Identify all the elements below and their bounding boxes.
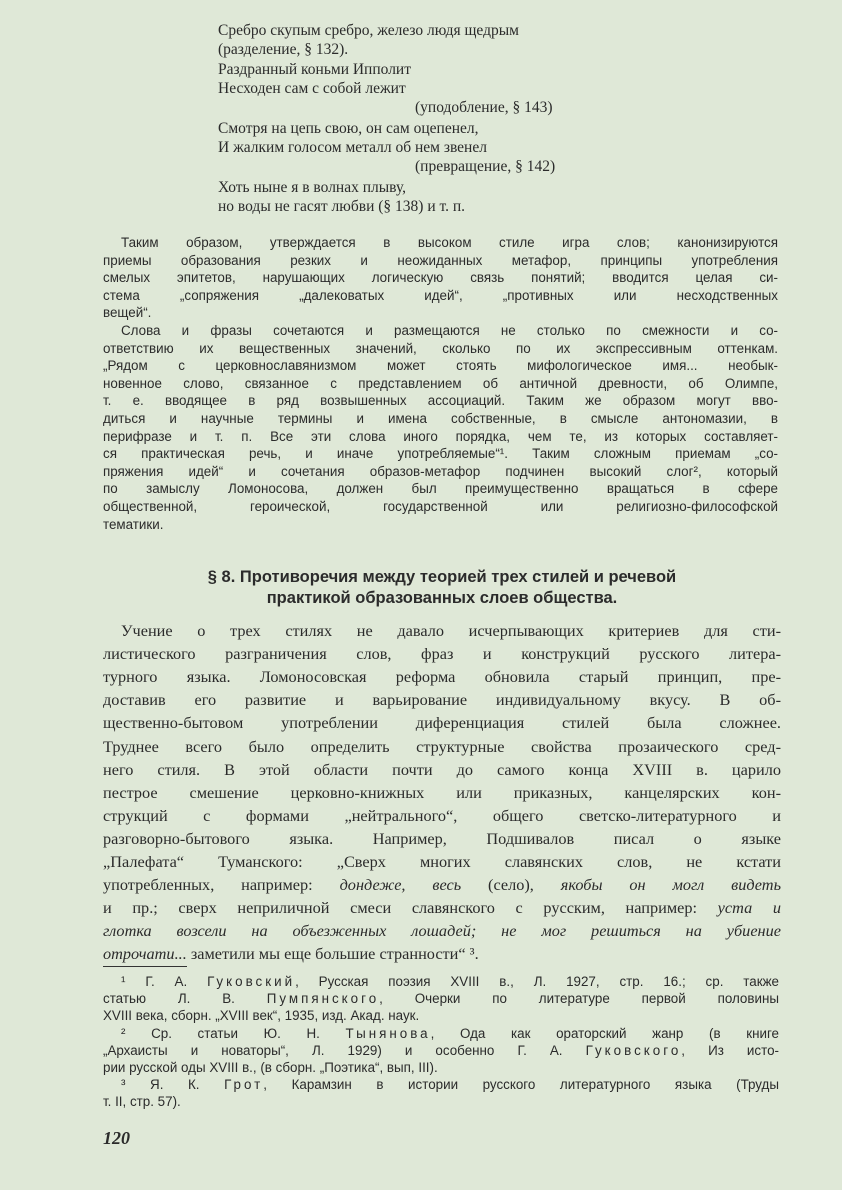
- poem-line: (уподобление, § 143): [415, 99, 553, 116]
- poem-line: (превращение, § 142): [415, 158, 556, 175]
- text-segment: общественной, героической, государственной или религиозно-философской: [103, 499, 778, 514]
- text-segment: диться и научные термины и имена собственные, в смысле антономазии, в: [103, 411, 778, 426]
- paragraph-line: [103, 323, 778, 338]
- text-segment: турного языка. Ломоносовская реформа обновила старый принцип, пре-: [103, 667, 781, 687]
- text-segment: , Очерки по литературе первой половины: [379, 991, 779, 1007]
- text-segment: ² Ср. статьи Ю. Н.: [121, 1025, 346, 1041]
- body-line: [103, 783, 781, 803]
- text-segment: , Карамзин в истории русского литературного языка (Труды: [263, 1077, 779, 1093]
- italic-text: глотка возсели на объезженных лошадей; не мог решиться на убиение: [103, 921, 781, 941]
- body-line: [103, 621, 781, 641]
- text-segment: тематики.: [103, 516, 164, 532]
- italic-text: дондеже, весь: [339, 875, 462, 895]
- page-number: 120: [103, 1128, 130, 1148]
- author-name: Пумпянского: [266, 991, 380, 1007]
- paragraph-line: [103, 446, 778, 461]
- poem-line: Хоть ныне я в волнах плыву,: [218, 179, 407, 196]
- text-segment: (село),: [461, 875, 561, 895]
- body-line: [103, 921, 781, 941]
- paragraph-line: [103, 499, 778, 514]
- paragraph-line: [103, 517, 778, 532]
- poem-line: Смотря на цепь свою, он сам оцепенел,: [218, 120, 479, 137]
- footnote-line: [103, 1060, 779, 1075]
- text-segment: , Русская поэзия XVIII в., Л. 1927, стр. 16.; ср. также: [295, 974, 779, 989]
- text-segment: новенное слово, связанное с представлением об античной древности, об Олимпе,: [103, 375, 778, 391]
- text-segment: щественно-бытовом употреблении диференциация стилей была сложнее.: [103, 713, 781, 733]
- text-segment: смелых эпитетов, нарушающих логическую связь понятий; вводится целая си-: [103, 270, 778, 286]
- paragraph-line: [103, 481, 778, 496]
- text-segment: перифразе и т. п. Все эти слова иного порядка, чем те, из которых составляет-: [103, 428, 778, 444]
- text-segment: струкций с формами „нейтрального“, общего светско-литературного и: [103, 805, 781, 825]
- body-line: [103, 806, 781, 826]
- footnote-line: [103, 1094, 779, 1109]
- text-segment: приемы образования резких и неожиданных метафор, принципы употребления: [103, 252, 778, 268]
- text-segment: него стиля. В этой области почти до самого конца XVIII в. царило: [103, 759, 781, 779]
- body-line: [103, 690, 781, 710]
- text-segment: Таким образом, утверждается в высоком стиле игра слов; канонизируются: [121, 235, 778, 250]
- body-line: [103, 829, 781, 849]
- paragraph-line: [103, 288, 778, 303]
- body-line: [103, 852, 781, 872]
- text-segment: ¹ Г. А.: [121, 974, 208, 989]
- text-segment: заметили мы еще большие странности“ ³.: [186, 944, 479, 964]
- body-line: [103, 713, 781, 733]
- text-segment: Учение о трех стилях не давало исчерпывающих критериев для сти-: [121, 621, 781, 640]
- body-line: [103, 667, 781, 687]
- poem-line: но воды не гасят любви (§ 138) и т. п.: [218, 198, 466, 215]
- paragraph-line: [103, 270, 778, 285]
- text-segment: пряжения идей“ и сочетания образов-метафор подчинен высокий слог², который: [103, 463, 778, 479]
- footnote-line: [103, 1043, 779, 1058]
- paragraph-line: [103, 393, 778, 408]
- text-segment: т. II, стр. 57).: [103, 1094, 181, 1110]
- text-segment: по замыслу Ломоносова, должен был преимущественно вращаться в сфере: [103, 481, 778, 497]
- text-segment: и пр.; сверх неприличной смеси славянского с русским, например:: [103, 898, 718, 918]
- text-segment: статью Л. В.: [103, 991, 267, 1007]
- footnote-line: [103, 974, 779, 989]
- body-line: [103, 737, 781, 757]
- text-segment: стема „сопряжения „далековатых идей“, „противных или несходственных: [103, 287, 778, 303]
- text-segment: разговорно-бытового языка. Например, Подшивалов писал о языке: [103, 828, 781, 848]
- paragraph-line: [103, 411, 778, 426]
- italic-text: отрочати...: [103, 944, 187, 964]
- text-segment: XVIII века, сборн. „XVIII век“, 1935, изд. Акад. наук.: [103, 1008, 420, 1024]
- text-segment: Труднее всего было определить структурные свойства прозаического сред-: [103, 736, 781, 756]
- paragraph-line: [103, 253, 778, 268]
- poem-line: Раздранный коньми Ипполит: [218, 61, 412, 78]
- poem-line: Сребро скупым сребро, железо людя щедрым: [218, 22, 519, 39]
- body-line: [103, 944, 781, 964]
- footnote-divider: [103, 966, 187, 967]
- text-segment: Слова и фразы сочетаются и размещаются не столько по смежности и со-: [121, 323, 778, 338]
- text-segment: пестрое смешение церковно-книжных или приказных, канцелярских кон-: [103, 782, 781, 802]
- text-segment: вещей“.: [103, 305, 152, 321]
- text-segment: ответствию их вещественных значений, сколько по их экспрессивным оттенкам.: [103, 340, 778, 356]
- paragraph-line: [103, 305, 778, 320]
- text-segment: , Из исто-: [681, 1042, 779, 1058]
- text-segment: „Палефата“ Туманского: „Сверх многих славянских слов, не кстати: [103, 852, 781, 871]
- author-name: Гуковский: [207, 974, 296, 989]
- poem-line: Несходен сам с собой лежит: [218, 80, 406, 97]
- author-name: Тынянова: [345, 1025, 431, 1041]
- text-segment: доставив его развитие и варьирование индивидуальному вкусу. В об-: [103, 690, 781, 710]
- poem-line: И жалким голосом металл об нем звенел: [218, 139, 487, 156]
- paragraph-line: [103, 429, 778, 444]
- text-segment: листического разграничения слов, фраз и конструкций русского литера-: [103, 644, 781, 664]
- footnote-line: [103, 1077, 779, 1092]
- author-name: Грот: [224, 1077, 264, 1093]
- text-segment: , Ода как ораторский жанр (в книге: [430, 1025, 779, 1041]
- paragraph-line: [103, 358, 778, 373]
- footnote-line: [103, 1026, 779, 1041]
- text-segment: „Архаисты и новаторы“, Л. 1929) и особенно Г. А.: [103, 1042, 586, 1058]
- body-line: [103, 875, 781, 895]
- text-segment: ³ Я. К.: [121, 1077, 225, 1093]
- paragraph-line: [103, 464, 778, 479]
- body-line: [103, 898, 781, 918]
- heading-line: § 8. Противоречия между теорией трех стилей и речевой: [207, 568, 677, 586]
- paragraph-line: [103, 341, 778, 356]
- footnote-line: [103, 991, 779, 1006]
- paragraph-line: [103, 376, 778, 391]
- body-line: [103, 760, 781, 780]
- text-segment: т. е. вводящее в ряд возвышенных ассоциаций. Таким же образом могут вво-: [103, 393, 778, 409]
- heading-line: практикой образованных слоев общества.: [266, 589, 618, 607]
- text-segment: рии русской оды XVIII в., (в сборн. „Поэтика“, вып, III).: [103, 1060, 438, 1075]
- poem-line: (разделение, § 132).: [218, 41, 349, 58]
- text-segment: ся практическая речь, и иначе употребляемые“¹. Таким сложным приемам „со-: [103, 446, 778, 462]
- footnote-line: [103, 1008, 779, 1023]
- paragraph-line: [103, 235, 778, 250]
- italic-text: уста и: [717, 898, 781, 918]
- author-name: Гуковского: [585, 1042, 682, 1058]
- body-line: [103, 644, 781, 664]
- italic-text: якобы он могл видеть: [560, 875, 781, 895]
- text-segment: употребленных, например:: [103, 875, 340, 895]
- text-segment: „Рядом с церковнославянизмом может стоять мифологическое имя... необык-: [103, 358, 778, 374]
